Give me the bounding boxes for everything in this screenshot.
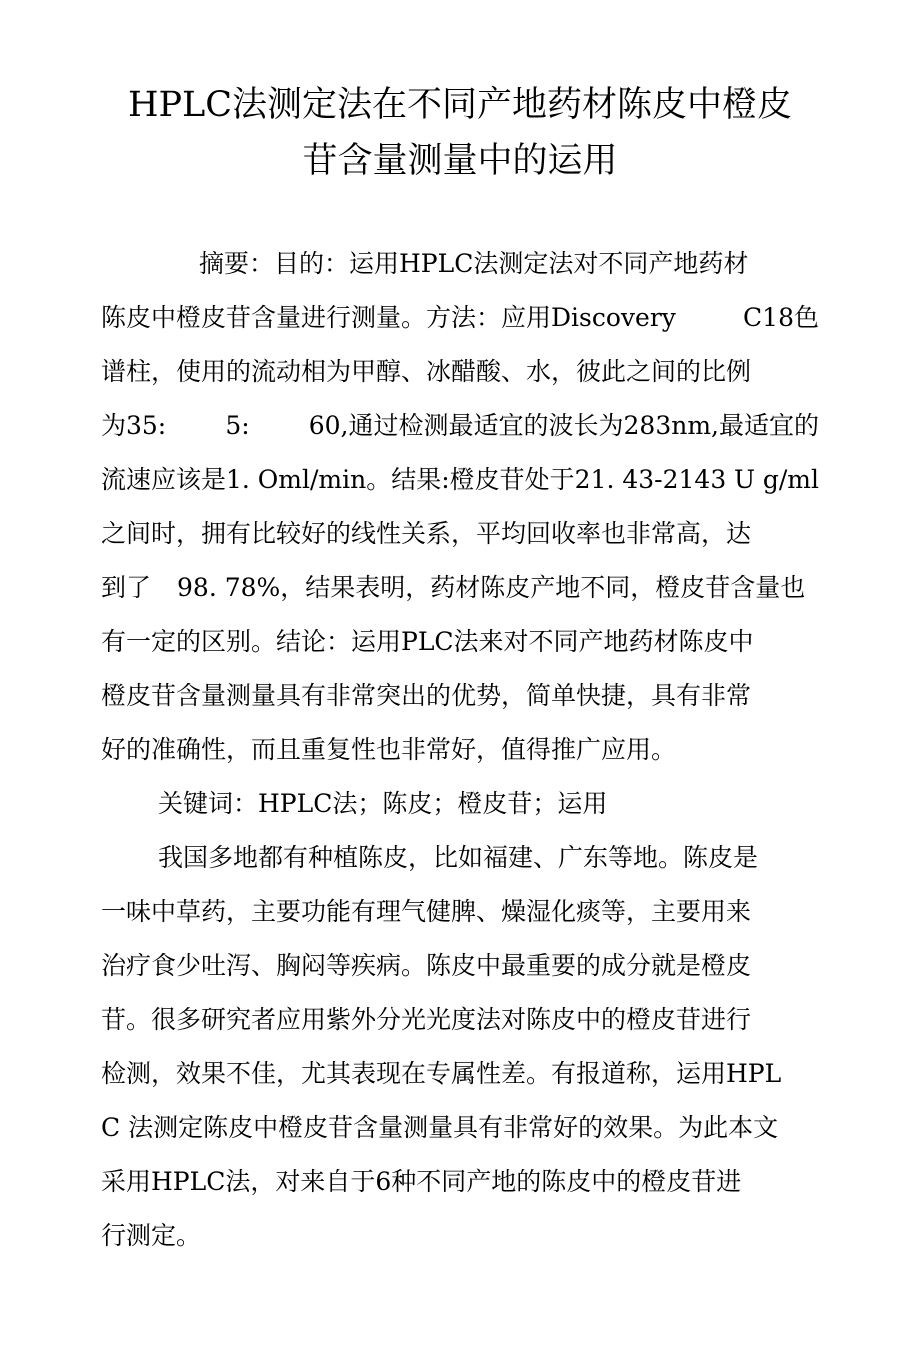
abstract-line: 好的准确性，而且重复性也非常好，值得推广应用。 <box>101 735 677 764</box>
abstract-line: 摘要：目的：运用HPLC法测定法对不同产地药材 <box>199 249 749 278</box>
abstract-line: 有一定的区别。结论：运用PLC法来对不同产地药材陈皮中 <box>101 627 754 656</box>
title-line: 苷含量测量中的运用 <box>302 141 618 181</box>
intro-line: 行测定。 <box>101 1221 202 1250</box>
abstract-line: 流速应该是1. Oml/min。结果:橙皮苷处于21. 43-2143 U g/ml <box>101 465 819 494</box>
title-line: HPLC法测定法在不同产地药材陈皮中橙皮 <box>127 85 793 125</box>
intro-line: 苷。很多研究者应用紫外分光光度法对陈皮中的橙皮苷进行 <box>101 1005 752 1034</box>
intro-line: C 法测定陈皮中橙皮苷含量测量具有非常好的效果。为此本文 <box>101 1113 779 1142</box>
keywords-line: 关键词：HPLC法；陈皮；橙皮苷；运用 <box>158 789 608 818</box>
intro-line: 一味中草药，主要功能有理气健脾、燥湿化痰等，主要用来 <box>101 897 752 926</box>
document-title <box>100 77 820 189</box>
abstract-line: 到了 98. 78%，结果表明，药材陈皮产地不同，橙皮苷含量也 <box>101 573 806 602</box>
intro-line: 采用HPLC法，对来自于6种不同产地的陈皮中的橙皮苷进 <box>101 1167 742 1196</box>
abstract-line: 为35: 5: 60,通过检测最适宜的波长为283nm,最适宜的 <box>101 411 819 440</box>
intro-line: 治疗食少吐泻、胸闷等疾病。陈皮中最重要的成分就是橙皮 <box>101 951 752 980</box>
abstract-line: 橙皮苷含量测量具有非常突出的优势，简单快捷，具有非常 <box>101 681 752 710</box>
document-body <box>101 237 821 1263</box>
abstract-line: 之间时，拥有比较好的线性关系，平均回收率也非常高，达 <box>101 519 752 548</box>
intro-line: 检测，效果不佳，尤其表现在专属性差。有报道称，运用HPL <box>101 1059 782 1088</box>
abstract-line: 谱柱，使用的流动相为甲醇、冰醋酸、水，彼此之间的比例 <box>101 357 752 386</box>
abstract-line: 陈皮中橙皮苷含量进行测量。方法：应用Discovery C18色 <box>101 303 819 332</box>
intro-line: 我国多地都有种植陈皮，比如福建、广东等地。陈皮是 <box>158 843 759 872</box>
